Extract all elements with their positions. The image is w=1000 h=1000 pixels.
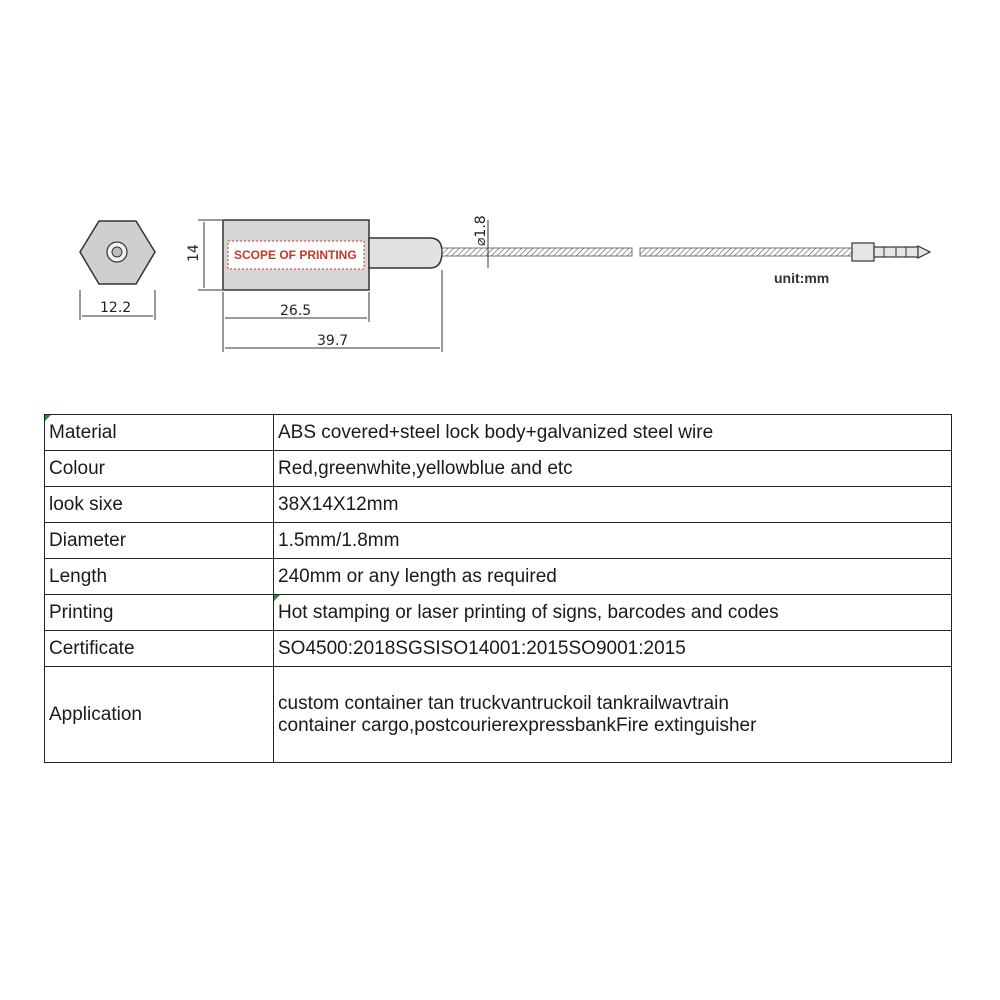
colour-value: Red,greenwhite,yellowblue and etc <box>274 451 952 487</box>
steel-wire <box>442 243 930 261</box>
certificate-value: SO4500:2018SGSISO14001:2015SO9001:2015 <box>274 631 952 667</box>
application-line: container cargo,postcourierexpressbankFire extinguisher <box>278 714 757 736</box>
hex-width-dim: 12.2 <box>100 300 132 316</box>
wire-diameter-dim: ⌀1.8 <box>473 215 489 246</box>
diameter-value: 1.5mm/1.8mm <box>274 523 952 559</box>
material-value: ABS covered+steel lock body+galvanized steel wire <box>274 415 952 451</box>
material-label: Material <box>45 415 274 451</box>
length-value: 240mm or any length as required <box>274 559 952 595</box>
spec-table <box>44 414 952 763</box>
table-row <box>45 415 952 451</box>
lock-size-label: look sixe <box>45 487 274 523</box>
table-row <box>45 487 952 523</box>
unit-label: unit:mm <box>774 270 830 286</box>
length-label: Length <box>45 559 274 595</box>
body-length-dim: 26.5 <box>280 303 312 319</box>
body-height-dim: 14 <box>186 244 202 262</box>
table-row <box>45 451 952 487</box>
application-line: custom container tan truckvantruckoil tankrailwavtrain <box>278 692 729 714</box>
application-label: Application <box>45 667 274 763</box>
table-row <box>45 631 952 667</box>
technical-drawing <box>0 0 1000 400</box>
printing-value: Hot stamping or laser printing of signs, barcodes and codes <box>274 595 952 631</box>
table-row <box>45 523 952 559</box>
printing-label: Printing <box>45 595 274 631</box>
table-row <box>45 667 952 763</box>
scope-of-printing-label: SCOPE OF PRINTING <box>234 248 357 262</box>
table-row <box>45 595 952 631</box>
application-value <box>274 667 952 763</box>
certificate-label: Certificate <box>45 631 274 667</box>
diameter-label: Diameter <box>45 523 274 559</box>
lock-size-value: 38X14X12mm <box>274 487 952 523</box>
table-row <box>45 559 952 595</box>
colour-label: Colour <box>45 451 274 487</box>
total-length-dim: 39.7 <box>317 333 349 349</box>
